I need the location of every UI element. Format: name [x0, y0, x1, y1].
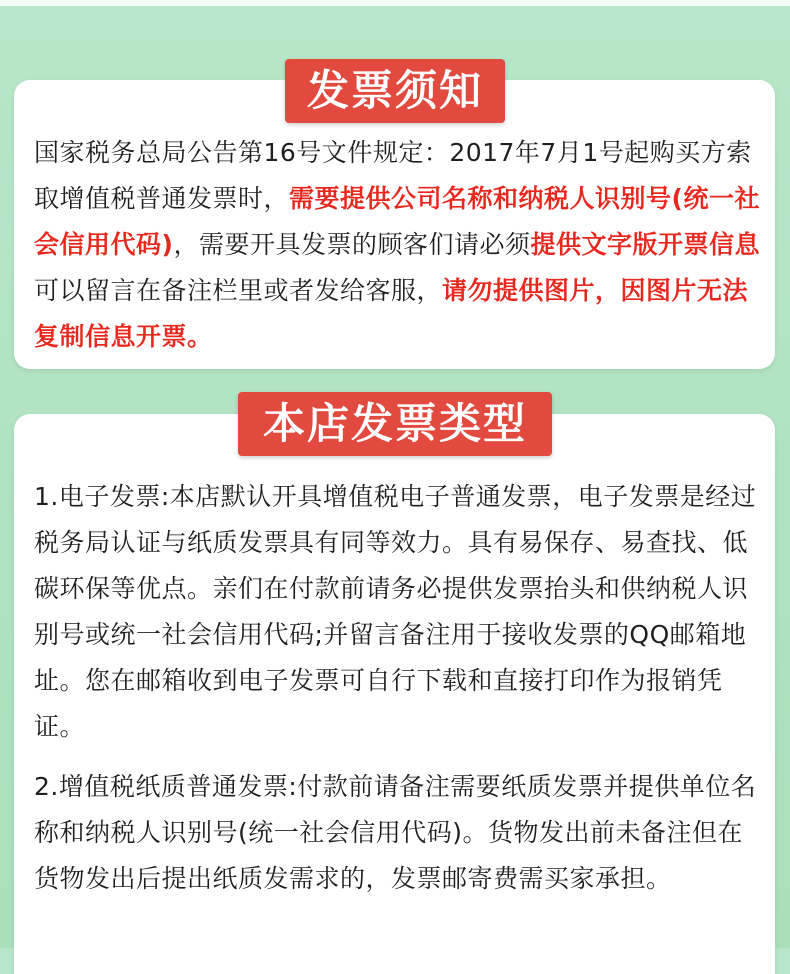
notice-highlight-text-info: 提供文字版开票信息	[530, 230, 760, 259]
top-divider	[0, 0, 790, 6]
notice-highlight-no-images: 请勿提供图片，因图片无法复制信息开票。	[34, 276, 749, 351]
notice-highlight-company-info: 需要提供公司名称和纳税人识别号(统一社会信用代码)	[34, 184, 760, 259]
invoice-notice-title: 发票须知	[285, 59, 505, 123]
notice-text-segment: 可以留言在备注栏里或者发给客服，	[34, 276, 443, 305]
invoice-type-paper: 2.增值税纸质普通发票:付款前请备注需要纸质发票并提供单位名称和纳税人识别号(统一社会信用代码)。货物发出前未备注但在货物发出后提出纸质发需求的，发票邮寄费需买家承担。	[34, 772, 757, 893]
invoice-types-title: 本店发票类型	[238, 392, 552, 456]
invoice-notice-text	[34, 130, 764, 360]
invoice-type-electronic: 1.电子发票:本店默认开具增值税电子普通发票，电子发票是经过税务局认证与纸质发票具有同等效力。具有易保存、易查找、低碳环保等优点。亲们在付款前请务必提供发票抬头和供纳税人识别号或统一社会信用代码;并留言备注用于接收发票的QQ邮箱地址。您在邮箱收到电子发票可自行下载和直接打印作为报销凭证。	[34, 482, 757, 741]
notice-text-segment: 国家税务总局公告第16号文件规定：2017年7月1号起购买方索取增值税普通发票时，	[34, 138, 752, 213]
notice-text-segment: ，需要开具发票的顾客们请必须	[173, 230, 531, 259]
